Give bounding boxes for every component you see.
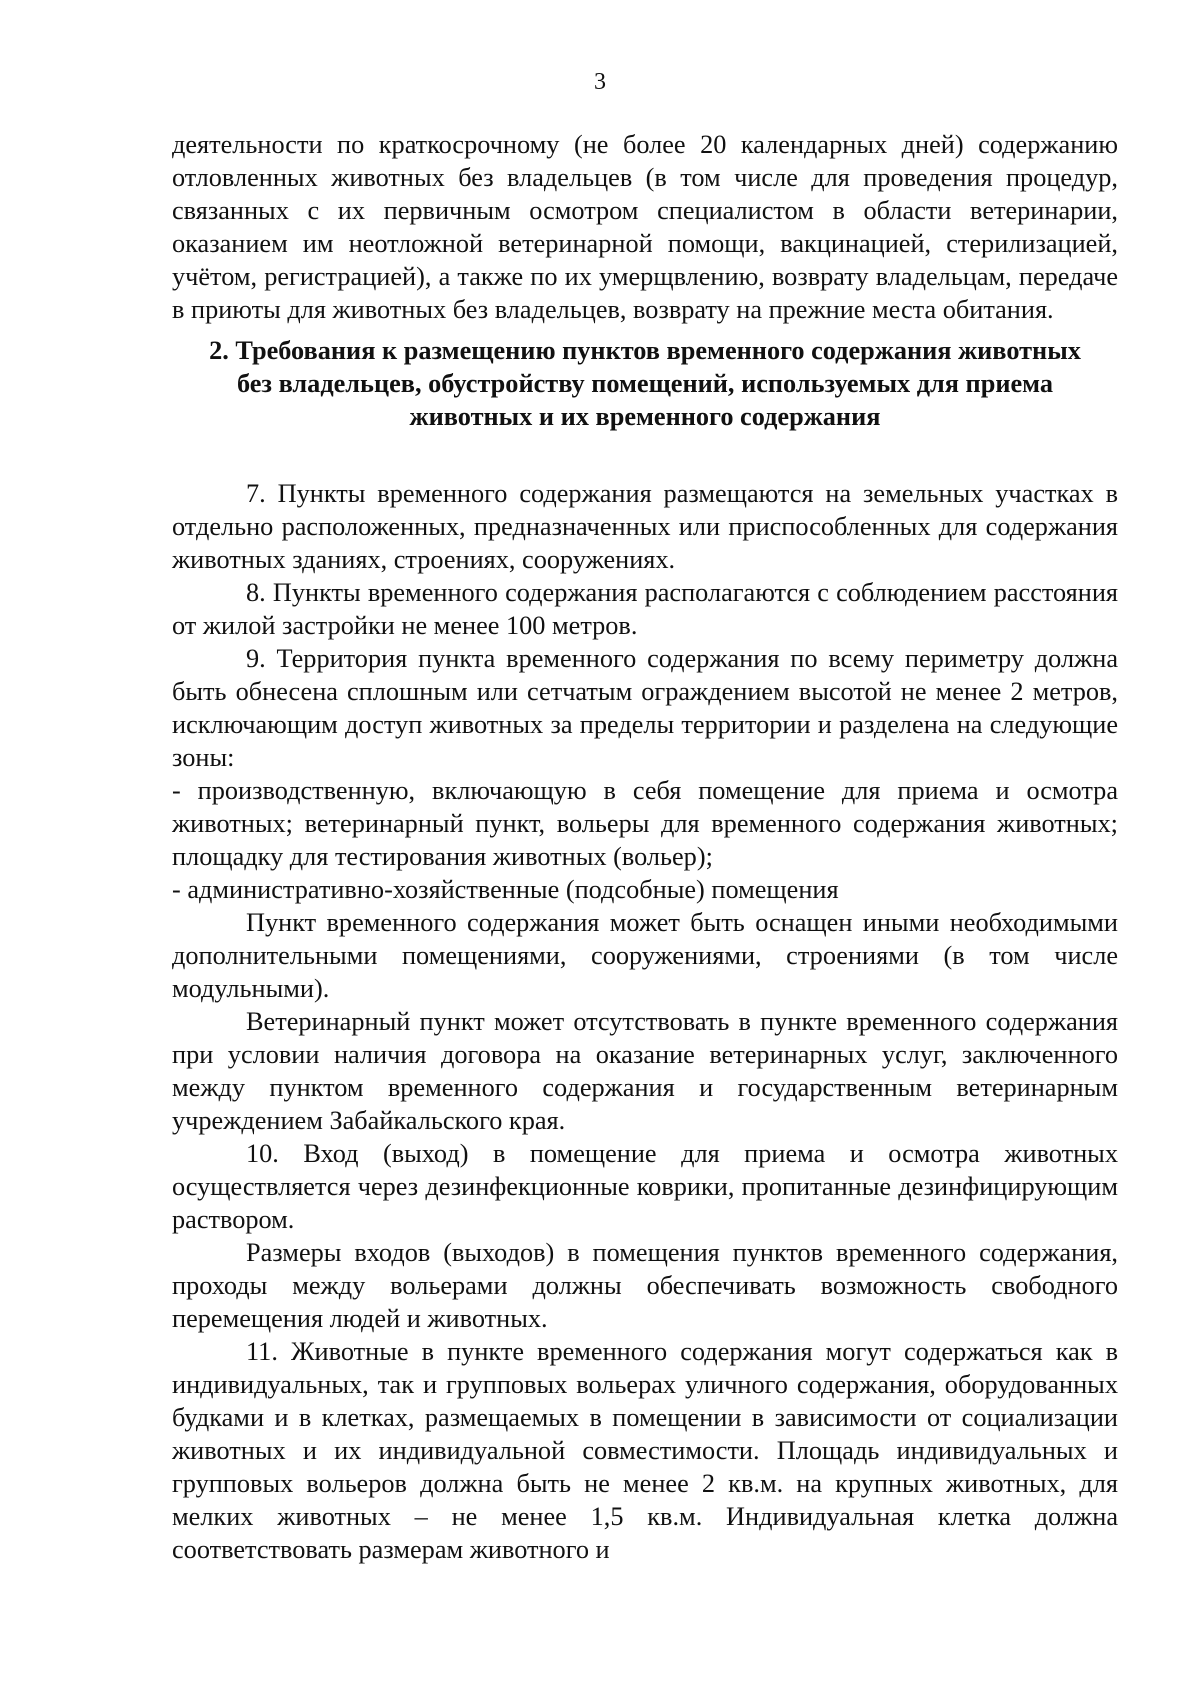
page-number: 3 <box>594 69 606 95</box>
paragraph-10: 10. Вход (выход) в помещение для приема и осмотра животных осуществляется через дезинфекционные коврики, пропитанные дезинфицирующим раствором. <box>172 1139 1118 1234</box>
paragraph-vet-point: Ветеринарный пункт может отсутствовать в пункте временного содержания при условии наличия договора на оказание ветеринарных услуг, заключенного между пунктом временного содержания и государственным ветеринарным учреждением Забайкальского края. <box>172 1007 1118 1135</box>
intro-paragraph: деятельности по краткосрочному (не более 20 календарных дней) содержанию отловленных животных без владельцев (в том числе для проведения процедур, связанных с их первичным осмотром специалистом в области ветеринарии, оказанием им неотложной ветеринарной помощи, вакцинацией, стерилизацией, учётом, регистрацией), а также по их умерщвлению, возврату владельцам, передаче в приюты для животных без владельцев, возврату на прежние места обитания. <box>172 130 1118 324</box>
section-heading-line: без владельцев, обустройству помещений, используемых для приема <box>236 369 1054 398</box>
section-heading-line: 2. Требования к размещению пунктов временного содержания животных <box>209 336 1081 365</box>
list-item: - производственную, включающую в себя помещение для приема и осмотра животных; ветеринарный пункт, вольеры для временного содержания животных; площадку для тестирования животных (вольер); <box>172 776 1118 871</box>
section-heading <box>172 334 1118 433</box>
list-item: - административно-хозяйственные (подсобные) помещения <box>172 875 839 904</box>
section-heading-line: животных и их временного содержания <box>409 402 881 431</box>
paragraph-11: 11. Животные в пункте временного содержания могут содержаться как в индивидуальных, так и групповых вольерах уличного содержания, оборудованных будками и в клетках, размещаемых в помещении в зависимости от социализации животных и их индивидуальной совместимости. Площадь индивидуальных и групповых вольеров должна быть не менее 2 кв.м. на крупных животных, для мелких животных – не менее 1,5 кв.м. Индивидуальная клетка должна соответствовать размерам животного и <box>172 1337 1118 1564</box>
document-body <box>172 128 1118 1566</box>
paragraph-equipment: Пункт временного содержания может быть оснащен иными необходимыми дополнительными помещениями, сооружениями, строениями (в том числе модульными). <box>172 908 1118 1003</box>
paragraph-9: 9. Территория пункта временного содержания по всему периметру должна быть обнесена сплошным или сетчатым ограждением высотой не менее 2 метров, исключающим доступ животных за пределы территории и разделена на следующие зоны: <box>172 644 1118 772</box>
paragraph-entrances: Размеры входов (выходов) в помещения пунктов временного содержания, проходы между вольерами должны обеспечивать возможность свободного перемещения людей и животных. <box>172 1238 1118 1333</box>
paragraph-8: 8. Пункты временного содержания располагаются с соблюдением расстояния от жилой застройки не менее 100 метров. <box>172 578 1118 640</box>
paragraph-7: 7. Пункты временного содержания размещаются на земельных участках в отдельно расположенных, предназначенных или приспособленных для содержания животных зданиях, строениях, сооружениях. <box>172 479 1118 574</box>
